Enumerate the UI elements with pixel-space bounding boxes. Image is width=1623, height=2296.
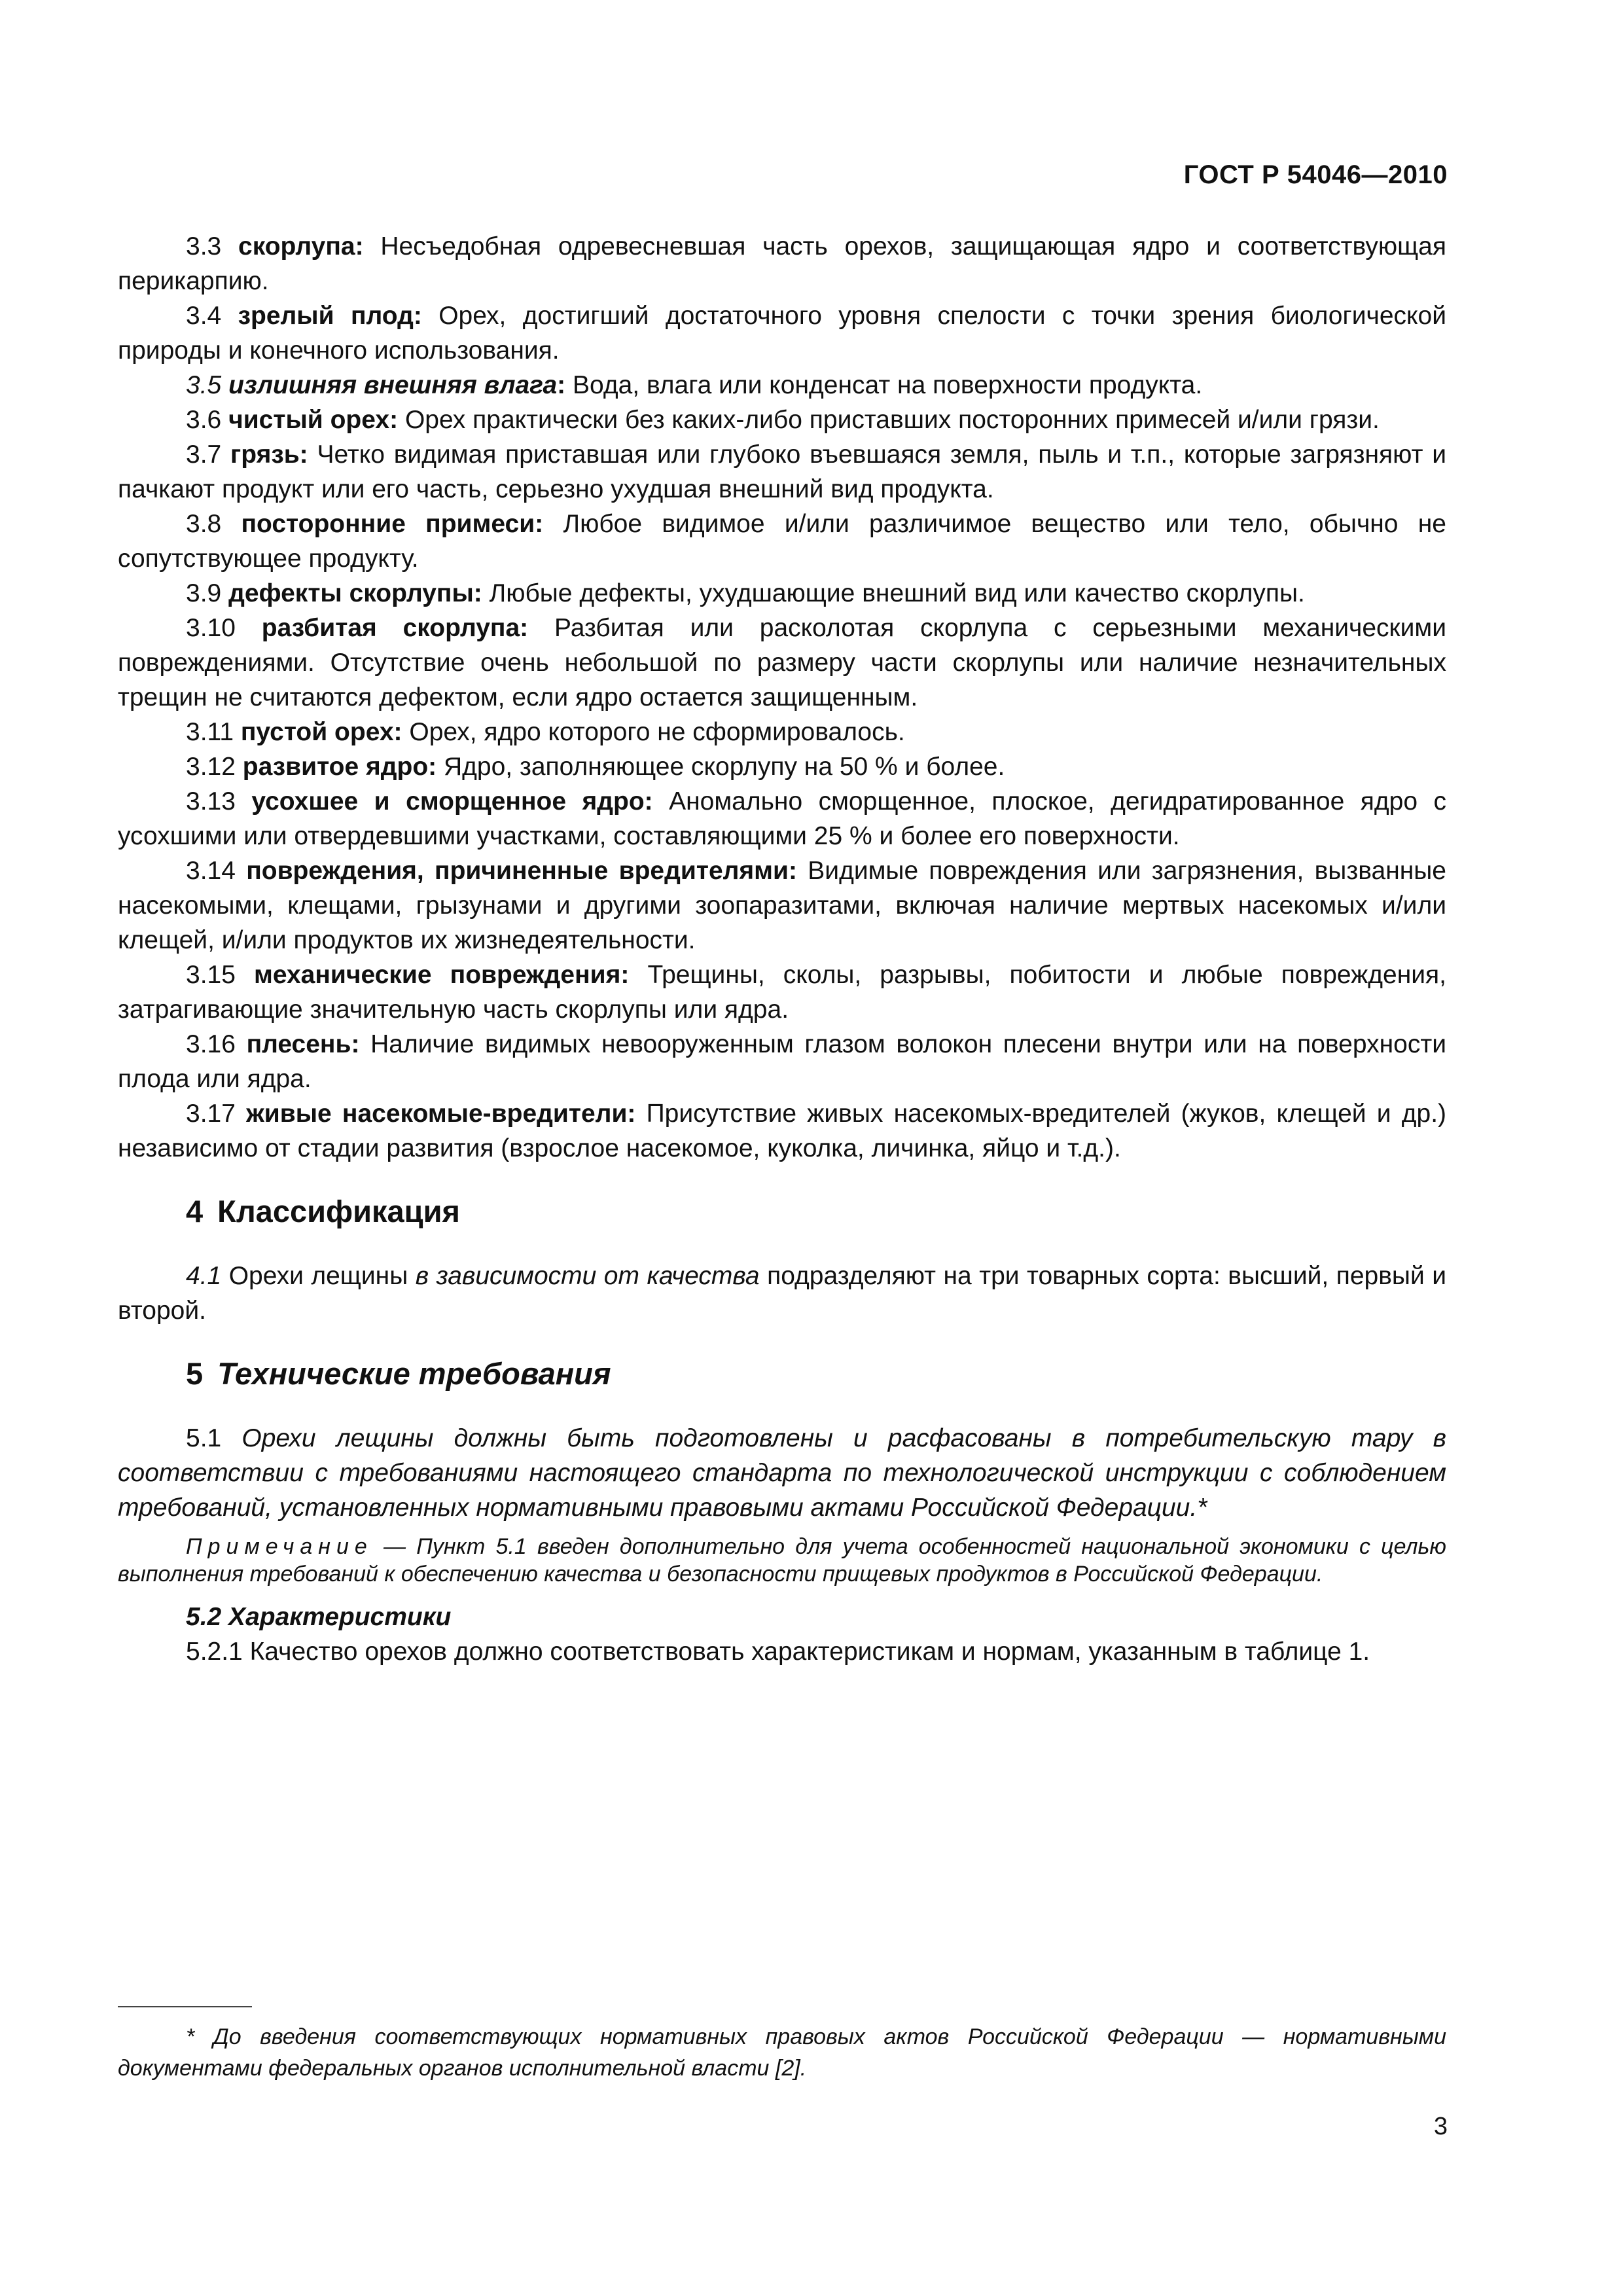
term: плесень:: [246, 1030, 360, 1058]
definition-text: Любое видимое и/или различимое вещество или тело, обычно не сопутствующее продукту.: [118, 510, 1446, 573]
term: грязь:: [230, 440, 308, 469]
section-title: Классификация: [217, 1194, 460, 1229]
definition-text: Присутствие живых насекомых-вредителей (жуков, клещей и др.) независимо от стадии развития (взрослое насекомое, куколка, личинка, яйцо и т.д.).: [118, 1100, 1447, 1162]
clause-number: 3.6: [186, 406, 222, 434]
clause-number: 3.4: [186, 302, 222, 330]
clause-number: 3.13: [186, 787, 236, 816]
definition-3-4: [118, 298, 1446, 368]
definition-text: Трещины, сколы, разрывы, побитости и любые повреждения, затрагивающие значительную часть скорлупы или ядра.: [118, 961, 1446, 1024]
clause-number: 3.11: [186, 718, 234, 746]
definition-3-12: [118, 749, 1446, 784]
section-5-heading: [118, 1354, 1446, 1393]
section-number: 5: [186, 1356, 204, 1391]
term: посторонние примеси:: [241, 510, 544, 538]
spacer: [118, 1328, 1446, 1354]
definition-3-9: [118, 576, 1446, 611]
definition-text: Ядро, заполняющее скорлупу на 50 % и более.: [444, 753, 1005, 781]
clause-number: 3.3: [186, 232, 222, 260]
section-4-heading: [118, 1192, 1446, 1231]
clause-5-1: [118, 1421, 1446, 1525]
term: повреждения, причиненные вредителями:: [246, 857, 797, 885]
clause-text: Орехи лещины: [228, 1262, 408, 1290]
term: скорлупа:: [238, 232, 364, 260]
definition-text: Орех, ядро которого не сформировалось.: [409, 718, 905, 746]
term: разбитая скорлупа:: [261, 614, 529, 642]
document-body: [118, 229, 1446, 1669]
clause-number: 3.12: [186, 753, 236, 781]
definition-3-10: [118, 611, 1446, 715]
definition-3-8: [118, 507, 1446, 576]
clause-number: 3.17: [186, 1100, 236, 1128]
spacer: [118, 1166, 1446, 1192]
subsection-5-2-heading: 5.2 Характеристики: [186, 1603, 452, 1631]
term: живые насекомые-вредители:: [246, 1100, 636, 1128]
clause-text: Качество орехов должно соответствовать характеристикам и нормам, указанным в таблице 1.: [249, 1638, 1370, 1666]
page-number: 3: [1433, 2113, 1448, 2140]
clause-number: 5.2.1: [186, 1638, 243, 1666]
clause-text: подразделяют на три товарных сорта: высший, первый и второй.: [118, 1262, 1447, 1325]
definition-3-17: [118, 1096, 1446, 1166]
clause-number: 3.15: [186, 961, 236, 989]
definition-text: Разбитая или расколотая скорлупа с серьезными механическими повреждениями. Отсутствие очень небольшой по размеру части скорлупы или наличие незначительных трещин не считаются дефектом, если ядро остается защищенным.: [118, 614, 1446, 711]
definition-3-6: [118, 403, 1446, 437]
footnote: * До введения соответствующих нормативных правовых актов Российской Федерации — нормативными документами федеральных органов исполнительной власти [2].: [118, 2024, 1446, 2081]
definition-text: Четко видимая приставшая или глубоко въевшаяся земля, пыль и т.п., которые загрязняют и пачкают продукт или его часть, серьезно ухудшая внешний вид продукта.: [118, 440, 1447, 503]
clause-number: 3.16: [186, 1030, 236, 1058]
clause-number: 4.1: [186, 1262, 222, 1290]
clause-text: Орехи лещины должны быть подготовлены и расфасованы в потребительскую тару в соответствии с требованиями настоящего стандарта по технологической инструкции с соблюдением требований, установленных нормативными правовыми актами Российской Федерации.*: [118, 1424, 1446, 1522]
definition-text: Несъедобная одревесневшая часть орехов, защищающая ядро и соответствующая перикарпию.: [118, 232, 1446, 295]
clause-number: 3.14: [186, 857, 236, 885]
term: развитое ядро:: [242, 753, 437, 781]
definition-text: Любые дефекты, ухудшающие внешний вид или качество скорлупы.: [489, 579, 1305, 607]
definition-3-13: [118, 784, 1446, 853]
clause-number: 5.1: [186, 1424, 222, 1452]
term: дефекты скорлупы:: [228, 579, 482, 607]
note-text: — Пункт 5.1 введен дополнительно для учета особенностей национальной экономики с целью выполнения требований к обеспечению качества и безопасности прищевых продуктов в Российской Федерации.: [118, 1534, 1446, 1587]
term: усохшее и сморщенное ядро:: [251, 787, 653, 816]
clause-5-2-1: [118, 1634, 1446, 1669]
term: пустой орех:: [240, 718, 402, 746]
definition-text: Наличие видимых невооруженным глазом волокон плесени внутри или на поверхности плода или ядра.: [118, 1030, 1446, 1093]
term-colon: :: [557, 371, 566, 399]
definition-3-15: [118, 958, 1446, 1027]
term: чистый орех:: [228, 406, 399, 434]
term: зрелый плод:: [238, 302, 422, 330]
spacer: [118, 1231, 1446, 1259]
clause-number: 3.5: [186, 371, 222, 399]
definition-text: Видимые повреждения или загрязнения, вызванные насекомыми, клещами, грызунами и другими зоопаразитами, включая наличие мертвых насекомых и/или клещей, и/или продуктов их жизнедеятельности.: [118, 857, 1446, 954]
document-header: ГОСТ Р 54046—2010: [1183, 160, 1448, 189]
spacer: [118, 1393, 1446, 1421]
definition-text: Вода, влага или конденсат на поверхности продукта.: [573, 371, 1203, 399]
footnote-divider: [118, 2006, 252, 2007]
term: излишняя внешняя влага: [228, 371, 558, 399]
definition-text: Орех, достигший достаточного уровня спелости с точки зрения биологической природы и конечного использования.: [118, 302, 1446, 365]
definition-3-16: [118, 1027, 1446, 1096]
clause-text-italic: в зависимости от качества: [415, 1262, 760, 1290]
term: механические повреждения:: [253, 961, 630, 989]
definition-3-14: [118, 853, 1446, 958]
clause-number: 3.9: [186, 579, 222, 607]
clause-number: 3.7: [186, 440, 222, 469]
section-title: Технические требования: [217, 1356, 611, 1391]
clause-4-1: [118, 1259, 1446, 1328]
definition-3-3: [118, 229, 1446, 298]
definition-text: Орех практически без каких-либо приставших посторонних примесей и/или грязи.: [404, 406, 1380, 434]
definition-3-5: [118, 368, 1446, 403]
definition-3-11: [118, 715, 1446, 749]
section-number: 4: [186, 1194, 204, 1229]
definition-3-7: [118, 437, 1446, 507]
clause-number: 3.8: [186, 510, 222, 538]
clause-number: 3.10: [186, 614, 236, 642]
definition-text: Аномально сморщенное, плоское, дегидратированное ядро с усохшими или отвердевшими участками, составляющими 25 % и более его поверхности.: [118, 787, 1446, 850]
note-label: Примечание: [186, 1534, 373, 1559]
note: [118, 1533, 1446, 1588]
